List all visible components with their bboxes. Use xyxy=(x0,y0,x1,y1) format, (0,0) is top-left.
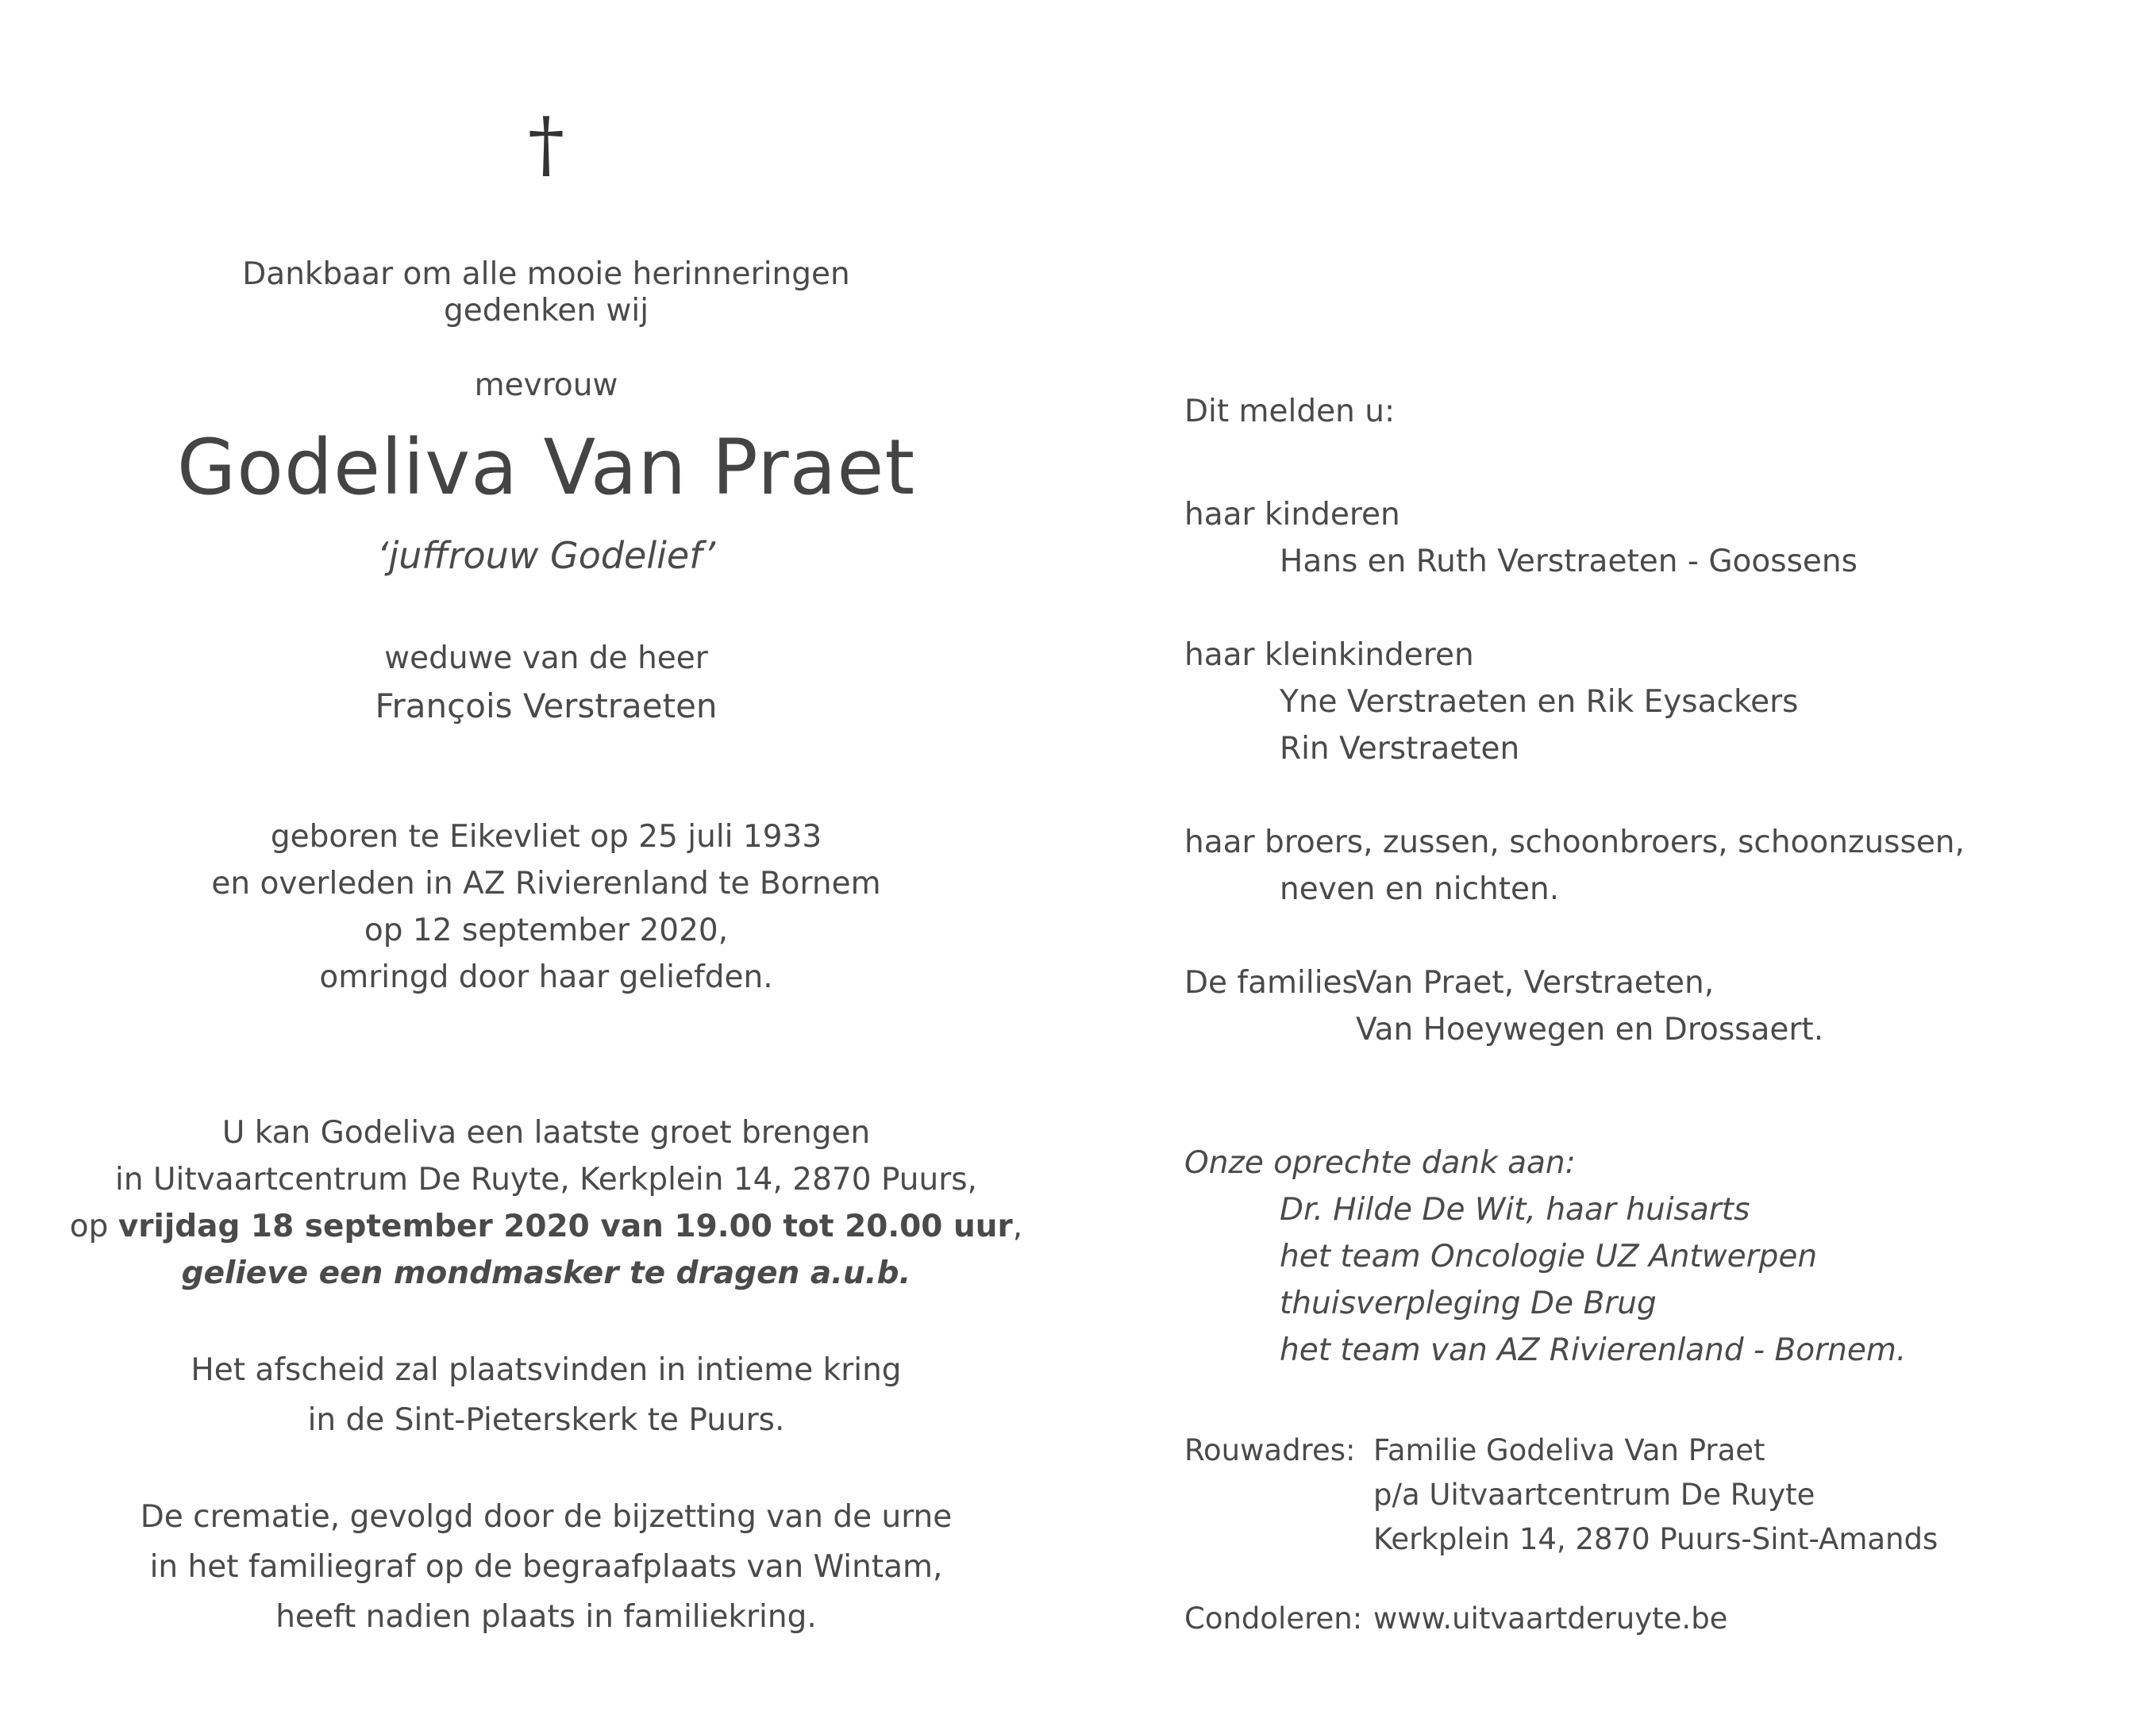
address-line: Kerkplein 14, 2870 Puurs-Sint-Amands xyxy=(1373,1522,1938,1556)
visitation-prefix: op xyxy=(69,1209,118,1244)
cremation-line-2: in het familiegraf op de begraafplaats van Wintam, xyxy=(149,1549,943,1585)
intro-line-2: gedenken wij xyxy=(443,293,649,329)
condolence-label: Condoleren: xyxy=(1184,1601,1363,1636)
birth-death-line: geboren te Eikevliet op 25 juli 1933 xyxy=(270,819,822,855)
child-entry: Hans en Ruth Verstraeten - Goossens xyxy=(1280,544,1858,579)
mask-notice: gelieve een mondmasker te dragen a.u.b. xyxy=(181,1255,911,1291)
visitation-suffix: , xyxy=(1012,1209,1023,1244)
grandchild-entry: Yne Verstraeten en Rik Eysackers xyxy=(1280,684,1799,720)
thanks-entry: het team Oncologie UZ Antwerpen xyxy=(1280,1239,1818,1275)
thanks-entry: het team van AZ Rivierenland - Bornem. xyxy=(1280,1332,1907,1368)
families-line-1: Van Praet, Verstraeten, xyxy=(1356,965,1715,1001)
visitation-line-3 xyxy=(0,1208,1092,1246)
nickname: ‘juffrouw Godelief’ xyxy=(376,534,716,577)
address-line: p/a Uitvaartcentrum De Ruyte xyxy=(1373,1478,1815,1512)
visitation-line-1: U kan Godeliva een laatste groet brengen xyxy=(221,1115,871,1151)
grandchild-entry: Rin Verstraeten xyxy=(1280,731,1520,767)
farewell-line-2: in de Sint-Pieterskerk te Puurs. xyxy=(307,1402,785,1438)
husband-name: François Verstraeten xyxy=(375,686,718,725)
birth-death-line: omringd door haar geliefden. xyxy=(319,959,773,995)
families-line-2: Van Hoeywegen en Drossaert. xyxy=(1356,1012,1824,1048)
cremation-line-3: heeft nadien plaats in familiekring. xyxy=(275,1599,817,1635)
siblings-line-1: haar broers, zussen, schoonbroers, schoonzussen, xyxy=(1184,825,1965,860)
birth-death-line: en overleden in AZ Rivierenland te Bornem xyxy=(211,866,881,902)
visitation-date: vrijdag 18 september 2020 van 19.00 tot 20.00 uur xyxy=(117,1209,1013,1244)
thanks-entry: thuisverpleging De Brug xyxy=(1280,1286,1657,1321)
announce-text: Dit melden u: xyxy=(1184,394,1396,429)
address-label: Rouwadres: xyxy=(1184,1433,1356,1467)
salutation: mevrouw xyxy=(474,367,618,403)
cross-icon: † xyxy=(528,102,564,186)
children-label: haar kinderen xyxy=(1184,497,1400,533)
intro-line-1: Dankbaar om alle mooie herinneringen xyxy=(242,256,850,292)
thanks-entry: Dr. Hilde De Wit, haar huisarts xyxy=(1280,1192,1750,1228)
address-line: Familie Godeliva Van Praet xyxy=(1373,1433,1765,1467)
grandchildren-label: haar kleinkinderen xyxy=(1184,637,1474,673)
cremation-line-1: De crematie, gevolgd door de bijzetting van de urne xyxy=(140,1499,953,1535)
siblings-line-2: neven en nichten. xyxy=(1280,871,1560,907)
condolence-link[interactable]: www.uitvaartderuyte.be xyxy=(1373,1601,1728,1636)
widow-of-label: weduwe van de heer xyxy=(384,640,708,676)
deceased-name: Godeliva Van Praet xyxy=(176,423,916,512)
birth-death-line: op 12 september 2020, xyxy=(364,913,729,948)
visitation-line-2: in Uitvaartcentrum De Ruyte, Kerkplein 14, 2870 Puurs, xyxy=(115,1162,977,1198)
farewell-line-1: Het afscheid zal plaatsvinden in intieme kring xyxy=(191,1352,902,1388)
families-label: De families xyxy=(1184,965,1358,1001)
thanks-label: Onze oprechte dank aan: xyxy=(1184,1145,1576,1181)
